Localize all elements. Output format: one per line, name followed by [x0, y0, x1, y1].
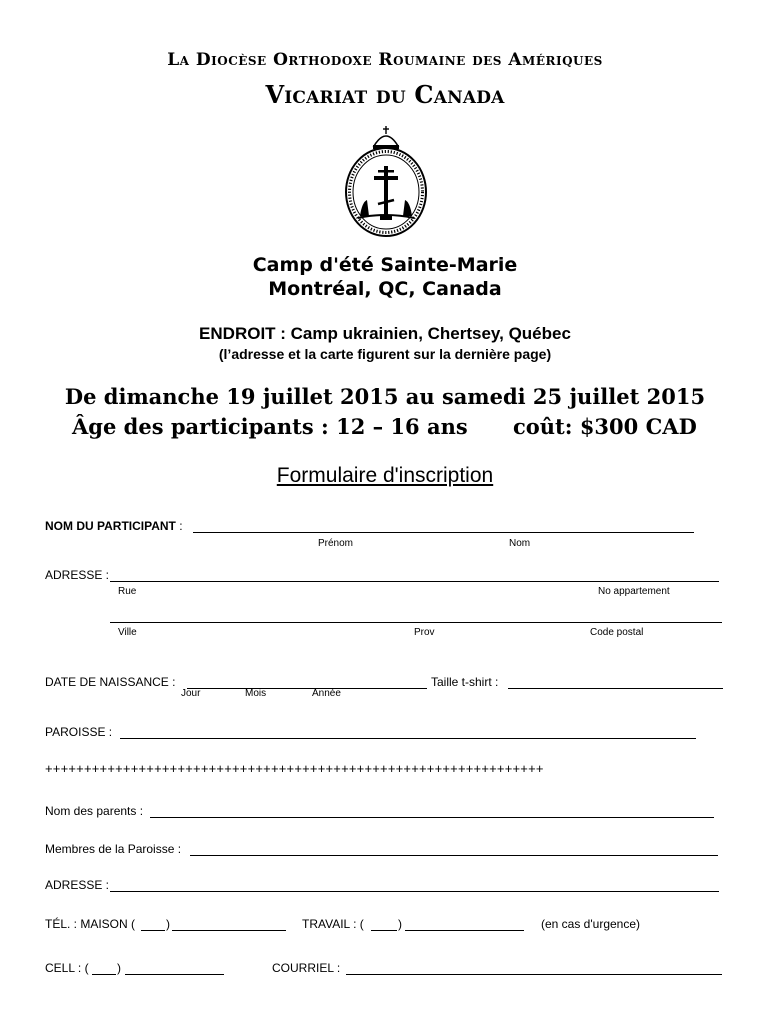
parish-label: PAROISSE :: [45, 725, 113, 739]
month-caption: Mois: [245, 688, 267, 699]
city-caption: Ville: [118, 627, 137, 638]
prenom-caption: Prénom: [318, 538, 354, 549]
participant-label-text: NOM DU PARTICIPANT: [45, 519, 176, 533]
parents-field[interactable]: [150, 817, 714, 818]
parish-members-field[interactable]: [190, 855, 718, 856]
form-title: Formulaire d'inscription: [276, 464, 494, 487]
camp-name: Camp d'été Sainte-Marie: [252, 254, 518, 276]
participant-name-field[interactable]: [193, 532, 694, 533]
city-field[interactable]: [110, 622, 722, 623]
camp-location: ENDROIT : Camp ukrainien, Chertsey, Québec: [199, 324, 571, 343]
camp-dates: De dimanche 19 juillet 2015 au samedi 25 juillet 2015: [64, 384, 706, 409]
province-caption: Prov: [414, 627, 435, 638]
cell-area-code-field[interactable]: [92, 974, 116, 975]
nom-caption: Nom: [509, 538, 531, 549]
work-phone-paren: ): [398, 917, 402, 931]
home-phone-label: TÉL. : MAISON (: [45, 917, 136, 931]
apartment-caption: No appartement: [598, 586, 670, 597]
day-caption: Jour: [181, 688, 201, 699]
parents-label: Nom des parents :: [45, 804, 144, 818]
camp-cost: coût: $300 CAD: [513, 414, 697, 439]
home-area-code-field[interactable]: [141, 930, 165, 931]
cell-paren: ): [117, 961, 121, 975]
birthdate-label: DATE DE NAISSANCE :: [45, 675, 176, 689]
home-phone-field[interactable]: [172, 930, 286, 931]
participant-label-sep: :: [175, 519, 183, 533]
parent-address-label: ADRESSE :: [45, 878, 110, 892]
diocese-seal-icon: [340, 124, 432, 242]
tshirt-label: Taille t-shirt :: [431, 675, 499, 689]
email-field[interactable]: [346, 974, 722, 975]
address-note: (l’adresse et la carte figurent sur la dernière page): [218, 346, 552, 362]
participant-age: Âge des participants : 12 – 16 ans: [72, 414, 468, 439]
postal-code-caption: Code postal: [590, 627, 644, 638]
address-label: ADRESSE :: [45, 568, 110, 582]
tshirt-field[interactable]: [508, 688, 723, 689]
cell-label: CELL : (: [45, 961, 89, 975]
parish-field[interactable]: [120, 738, 696, 739]
parish-members-label: Membres de la Paroisse :: [45, 842, 182, 856]
work-phone-label: TRAVAIL : (: [302, 917, 364, 931]
camp-city: Montréal, QC, Canada: [268, 278, 502, 300]
year-caption: Année: [312, 688, 341, 699]
birthdate-field[interactable]: [187, 688, 427, 689]
email-label: COURRIEL :: [272, 961, 341, 975]
home-phone-paren: ): [166, 917, 170, 931]
participant-name-label: [45, 519, 183, 533]
emergency-note: (en cas d'urgence): [541, 917, 641, 931]
work-area-code-field[interactable]: [371, 930, 397, 931]
work-phone-field[interactable]: [405, 930, 524, 931]
diocese-heading: La Diocèse Orthodoxe Roumaine des Amériques: [167, 50, 603, 70]
cell-phone-field[interactable]: [125, 974, 224, 975]
parent-address-field[interactable]: [110, 891, 719, 892]
vicariat-heading: Vicariat du Canada: [265, 80, 505, 109]
street-caption: Rue: [118, 586, 137, 597]
plus-separator: ++++++++++++++++++++++++++++++++++++++++++++++++++++++++++++++++: [45, 761, 544, 776]
street-field[interactable]: [110, 581, 719, 582]
